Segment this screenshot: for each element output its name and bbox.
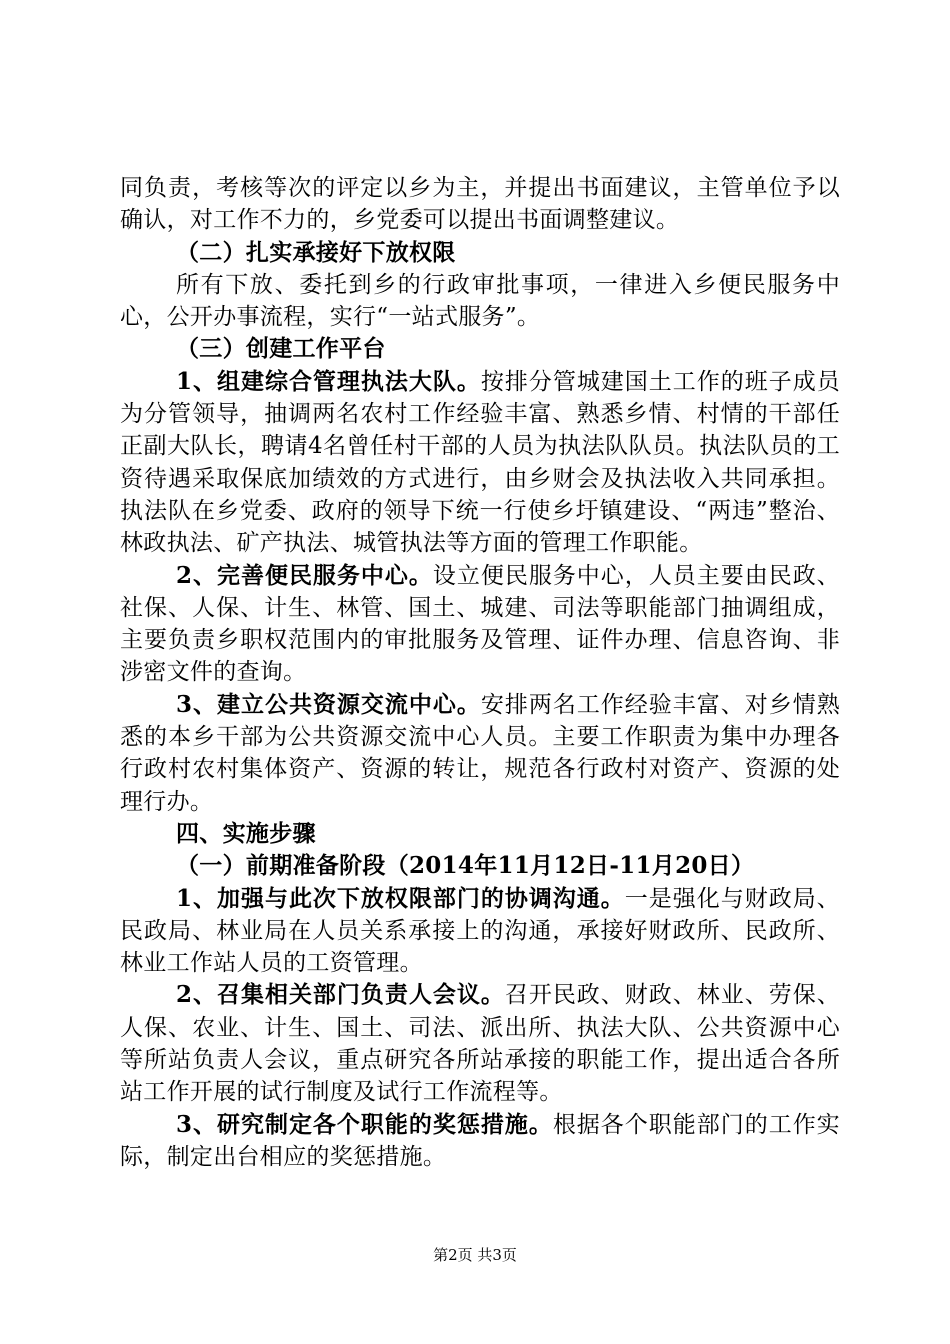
paragraph-lead: 2、召集相关部门负责人会议。	[176, 981, 505, 1009]
paragraph-coordination	[120, 883, 840, 980]
paragraph-delegation: 所有下放、委托到乡的行政审批事项，一律进入乡便民服务中心，公开办事流程，实行“一站式服务”。	[120, 271, 840, 331]
paragraph-text: 一是强化与财政局、民政局、林业局在人员关系承接上的沟通，承接好财政所、民政所、林业工作站人员的工资管理。	[120, 885, 840, 977]
paragraph-lead: 2、完善便民服务中心。	[176, 561, 433, 589]
paragraph-lead: 3、建立公共资源交流中心。	[176, 690, 481, 718]
paragraph-meeting	[120, 979, 840, 1108]
paragraph-lead: 1、组建综合管理执法大队。	[176, 367, 481, 395]
paragraph-lead: 3、研究制定各个职能的奖惩措施。	[176, 1110, 553, 1138]
section-heading-2: （二）扎实承接好下放权限	[176, 238, 456, 266]
paragraph-text: 根据各个职能部门的工作实际，制定出台相应的奖惩措施。	[120, 1111, 840, 1170]
section-heading-4-1: （一）前期准备阶段（2014年11月12日-11月20日）	[176, 852, 755, 880]
paragraph-continuation: 同负责，考核等次的评定以乡为主，并提出书面建议，主管单位予以确认，对工作不力的，乡党委可以提出书面调整建议。	[120, 175, 840, 234]
paragraph-law-enforcement	[120, 366, 840, 560]
section-heading-3: （三）创建工作平台	[176, 335, 386, 363]
paragraph-resource-center	[120, 689, 840, 818]
paragraph-text: 设立便民服务中心，人员主要由民政、社保、人保、计生、林管、国土、城建、司法等职能部门抽调组成，主要负责乡职权范围内的审批服务及管理、证件办理、信息咨询、非涉密文件的查询。	[120, 562, 840, 686]
paragraph-lead: 1、加强与此次下放权限部门的协调沟通。	[176, 884, 625, 912]
section-heading-4: 四、实施步骤	[176, 819, 316, 847]
paragraph-text: 召开民政、财政、林业、劳保、人保、农业、计生、国土、司法、派出所、执法大队、公共资源中心等所站负责人会议，重点研究各所站承接的职能工作，提出适合各所站工作开展的试行制度及试行工作流程等。	[120, 982, 840, 1106]
paragraph-text: 按排分管城建国土工作的班子成员为分管领导，抽调两名农村工作经验丰富、熟悉乡情、村情的干部任正副大队长，聘请4名曾任村干部的人员为执法队队员。执法队员的工资待遇采取保底加绩效的方式进行，由乡财会及执法收入共同承担。执法队在乡党委、政府的领导下统一行使乡圩镇建设、“两违”整治、林政执法、矿产执法、城管执法等方面的管理工作职能。	[120, 368, 841, 557]
page-number-footer: 第2页 共3页	[433, 1246, 517, 1264]
paragraph-text: 安排两名工作经验丰富、对乡情熟悉的本乡干部为公共资源交流中心人员。主要工作职责为集中办理各行政村农村集体资产、资源的转让，规范各行政村对资产、资源的处理行办。	[120, 691, 841, 815]
paragraph-incentives	[120, 1109, 840, 1174]
paragraph-service-center	[120, 560, 840, 689]
document-body	[120, 172, 840, 1173]
